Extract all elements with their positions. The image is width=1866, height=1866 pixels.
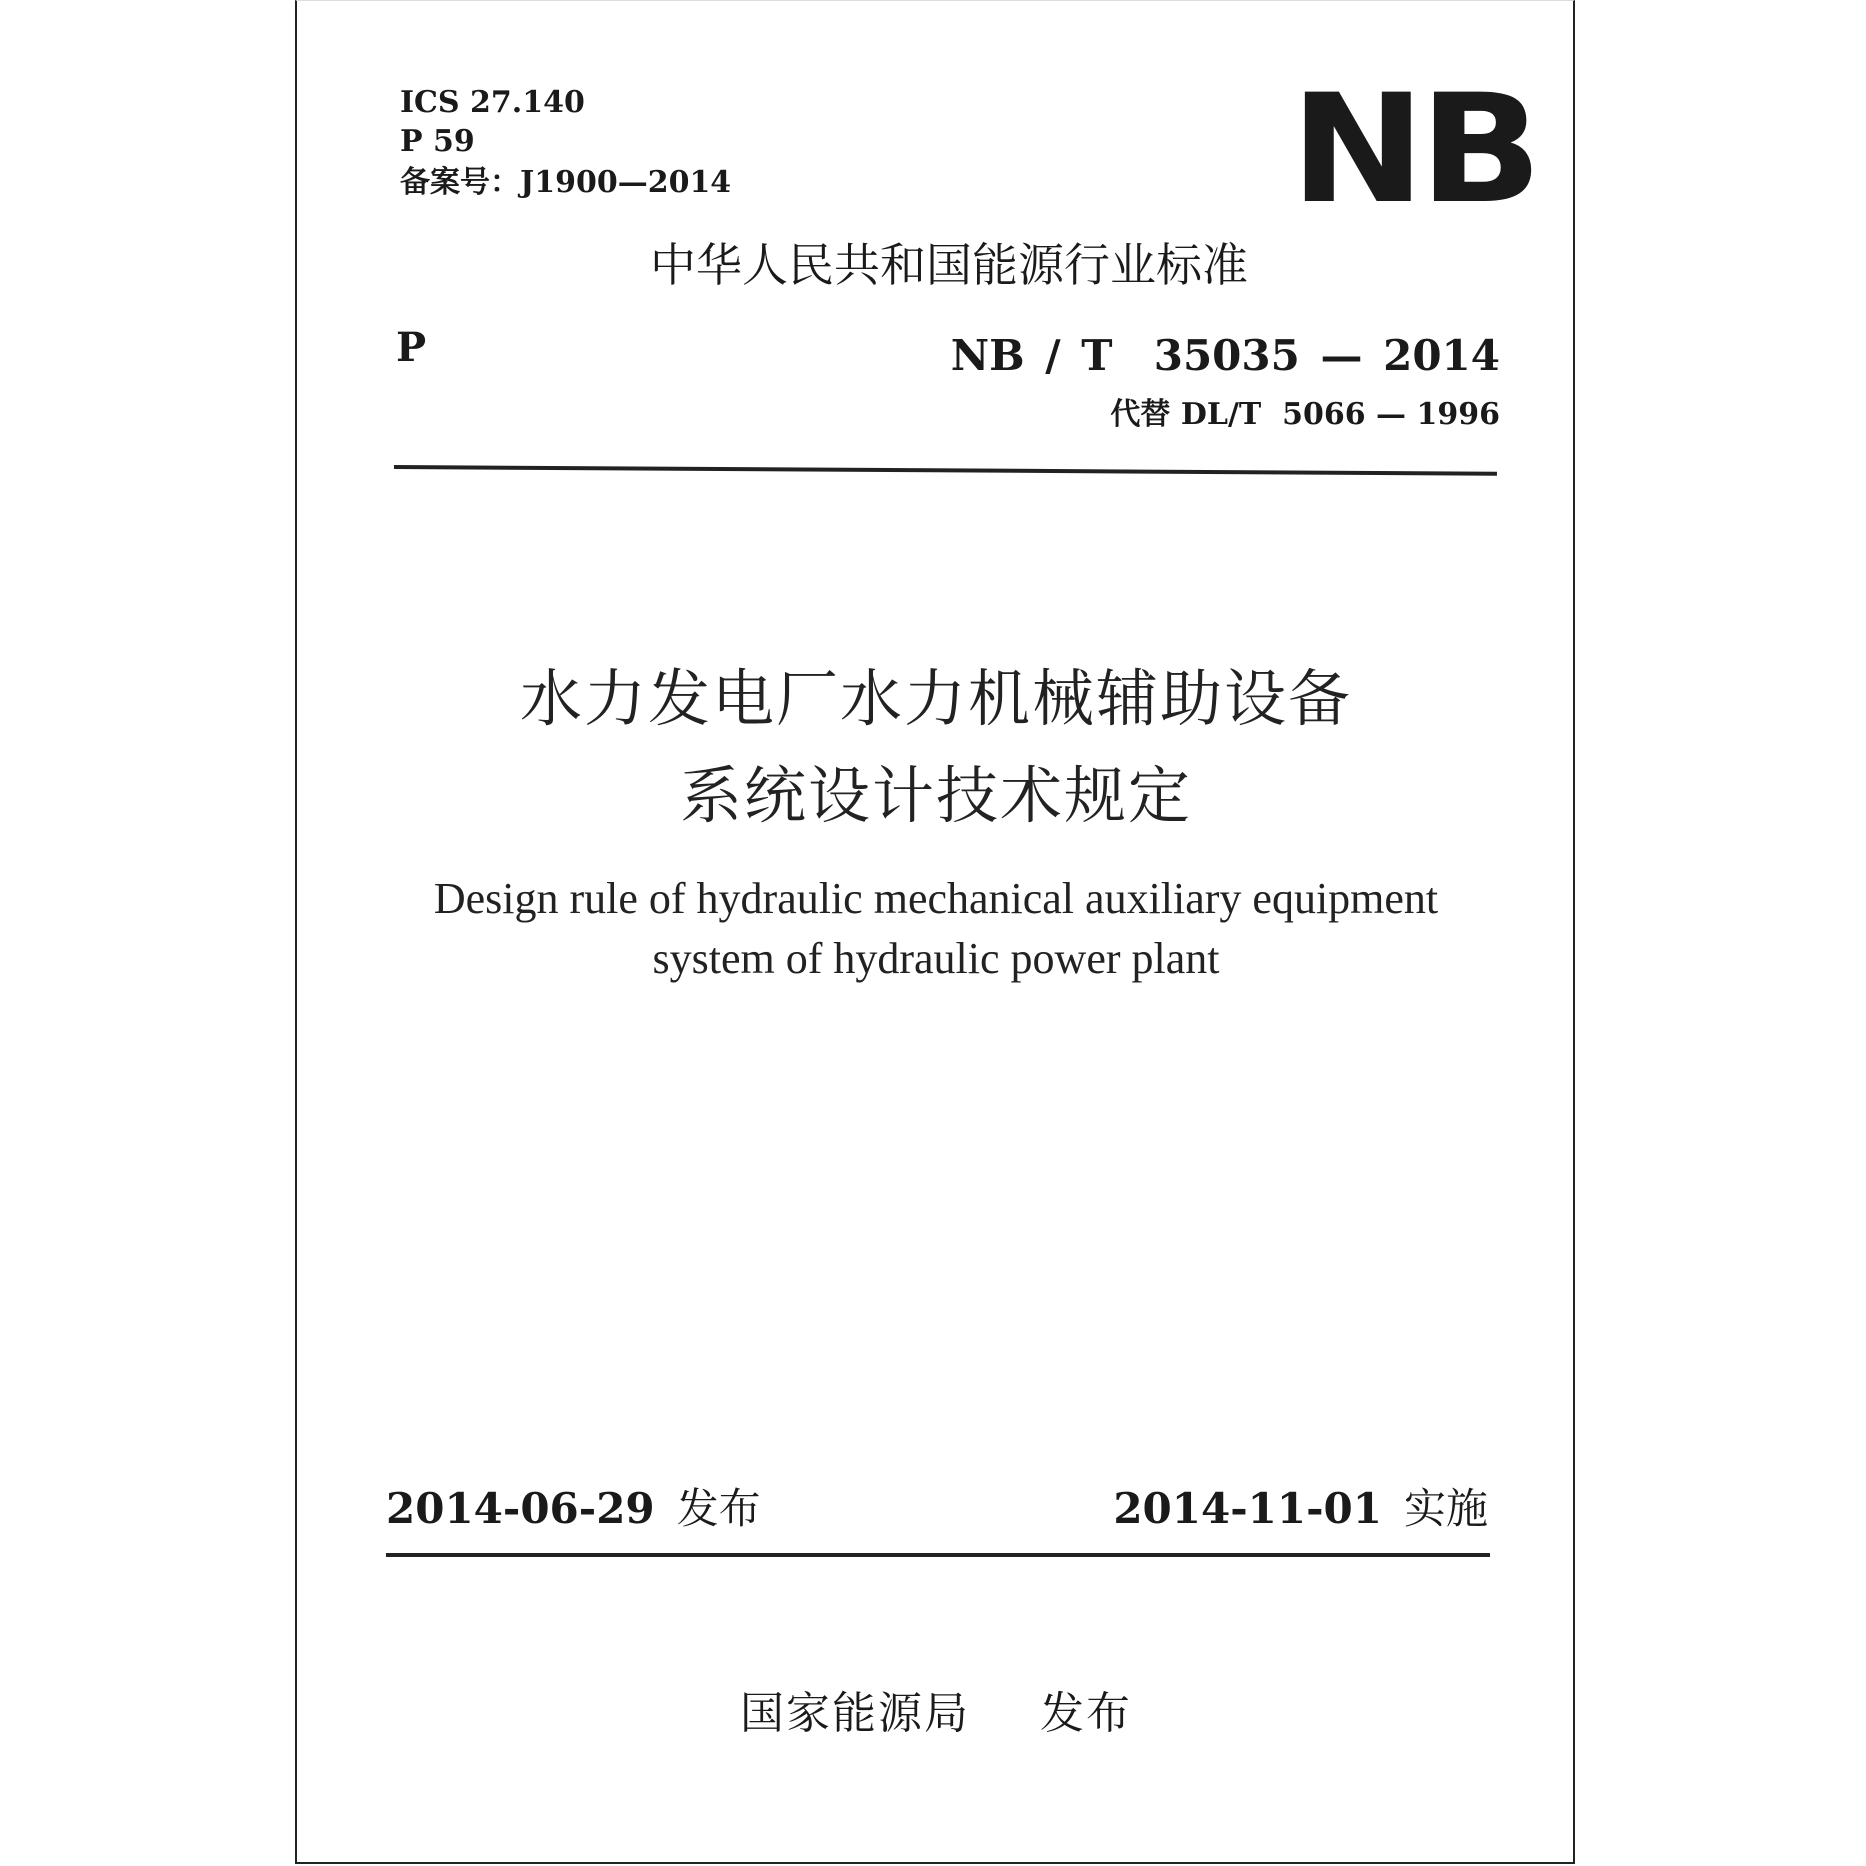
standard-code: NB / T 35035 — 2014 [950, 331, 1500, 380]
category-letter: P [396, 324, 427, 371]
title-en-line-2: system of hydraulic power plant [652, 934, 1220, 983]
publisher-line [296, 1688, 1576, 1739]
issue-date-block [386, 1484, 761, 1533]
implement-date: 2014-11-01 [1113, 1484, 1382, 1533]
bottom-divider [386, 1553, 1490, 1557]
issue-label: 发布 [676, 1484, 761, 1533]
title-cn-line-1: 水力发电厂水力机械辅助设备 [519, 662, 1352, 735]
replaces-standard: 代替 DL/T 5066 — 1996 [1110, 397, 1500, 432]
implement-label: 实施 [1403, 1484, 1488, 1533]
nb-logo: NB [1290, 63, 1537, 237]
issue-date: 2014-06-29 [386, 1484, 655, 1533]
publisher-name: 国家能源局 [740, 1688, 970, 1739]
title-en-line-1: Design rule of hydraulic mechanical auxiliary equipment [433, 874, 1439, 923]
standard-type-heading: 中华人民共和国能源行业标准 [650, 238, 1248, 292]
classification-code: P 59 [400, 124, 475, 159]
ics-code: ICS 27.140 [400, 85, 585, 120]
title-cn-line-2: 系统设计技术规定 [679, 759, 1192, 832]
publisher-action: 发布 [1040, 1688, 1132, 1739]
implement-date-block [1113, 1484, 1488, 1533]
registration-number: 备案号：J1900—2014 [400, 165, 732, 200]
